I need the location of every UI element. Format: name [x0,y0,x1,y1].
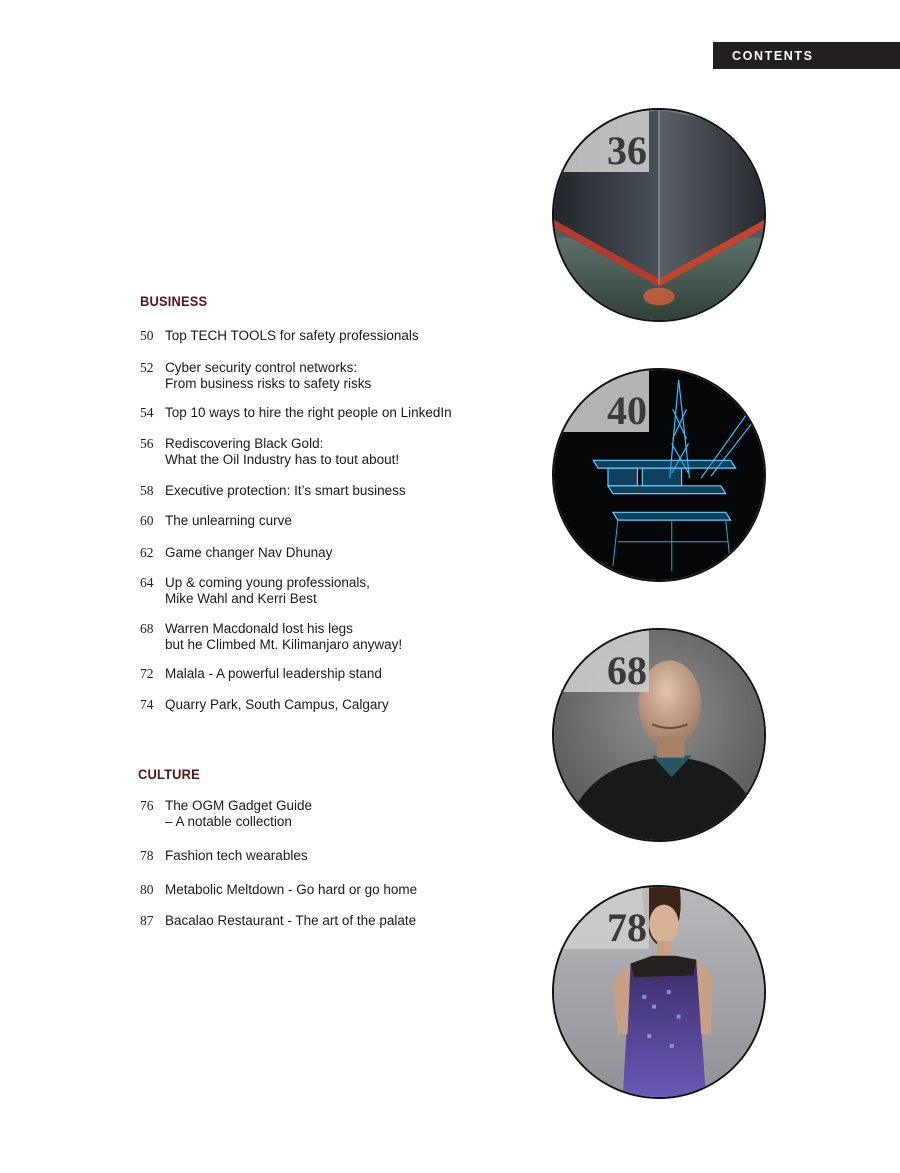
entry-title: Warren Macdonald lost his legs but he Climbed Mt. Kilimanjaro anyway! [165,621,403,652]
feature-portrait[interactable] [552,628,766,842]
page-number: 80 [140,882,154,897]
toc-entry[interactable] [140,405,452,421]
toc-entry[interactable] [140,545,332,561]
entry-title: Top TECH TOOLS for safety professionals [165,328,419,343]
feature-ship-bow[interactable] [552,108,766,322]
page-number: 87 [140,913,154,928]
entry-title: Quarry Park, South Campus, Calgary [165,697,389,712]
entry-title: Cyber security control networks: From business risks to safety risks [165,360,372,391]
toc-entry[interactable] [140,513,292,529]
page-number: 64 [140,575,154,590]
feature-fashion-model[interactable] [552,885,766,1099]
entry-title: Fashion tech wearables [165,848,308,863]
toc-entry[interactable] [140,360,371,391]
entry-title: Game changer Nav Dhunay [165,545,333,560]
toc-entry[interactable] [140,483,406,499]
feature-oil-rig[interactable] [552,368,766,582]
entry-title: Metabolic Meltdown - Go hard or go home [165,882,418,897]
page-number: 52 [140,360,154,375]
page-number: 50 [140,328,154,343]
entry-title: The OGM Gadget Guide – A notable collection [165,798,313,829]
contents-label: CONTENTS [713,42,900,69]
toc-entry[interactable] [140,575,370,606]
page-number: 56 [140,436,154,451]
page-number: 58 [140,483,154,498]
toc-entry[interactable] [140,621,402,652]
page-number: 60 [140,513,154,528]
entry-title: Rediscovering Black Gold: What the Oil Industry has to tout about! [165,436,400,467]
page-number: 68 [140,621,154,636]
page-number: 62 [140,545,154,560]
toc-entry[interactable] [140,882,417,898]
entry-title: Up & coming young professionals, Mike Wahl and Kerri Best [165,575,370,606]
page-number: 54 [140,405,154,420]
page-number-badge: 40 [554,370,649,432]
toc-entry[interactable] [140,328,419,344]
toc-entry[interactable] [140,798,312,829]
section-heading-business: BUSINESS [140,293,208,309]
entry-title: Bacalao Restaurant - The art of the palate [165,913,417,928]
page-number-badge: 36 [554,110,649,172]
entry-title: The unlearning curve [165,513,292,528]
page-number: 76 [140,798,154,813]
section-heading-culture: CULTURE [138,766,200,782]
toc-entry[interactable] [140,436,399,467]
toc-entry[interactable] [140,666,382,682]
entry-title: Top 10 ways to hire the right people on LinkedIn [165,405,452,420]
page-number: 78 [140,848,154,863]
toc-entry[interactable] [140,913,416,929]
page-number: 72 [140,666,154,681]
page-number: 74 [140,697,154,712]
page-number-badge: 68 [554,630,649,692]
entry-title: Malala - A powerful leadership stand [165,666,382,681]
toc-entry[interactable] [140,697,389,713]
entry-title: Executive protection: It’s smart business [165,483,406,498]
toc-entry[interactable] [140,848,308,864]
page-number-badge: 78 [554,887,649,949]
